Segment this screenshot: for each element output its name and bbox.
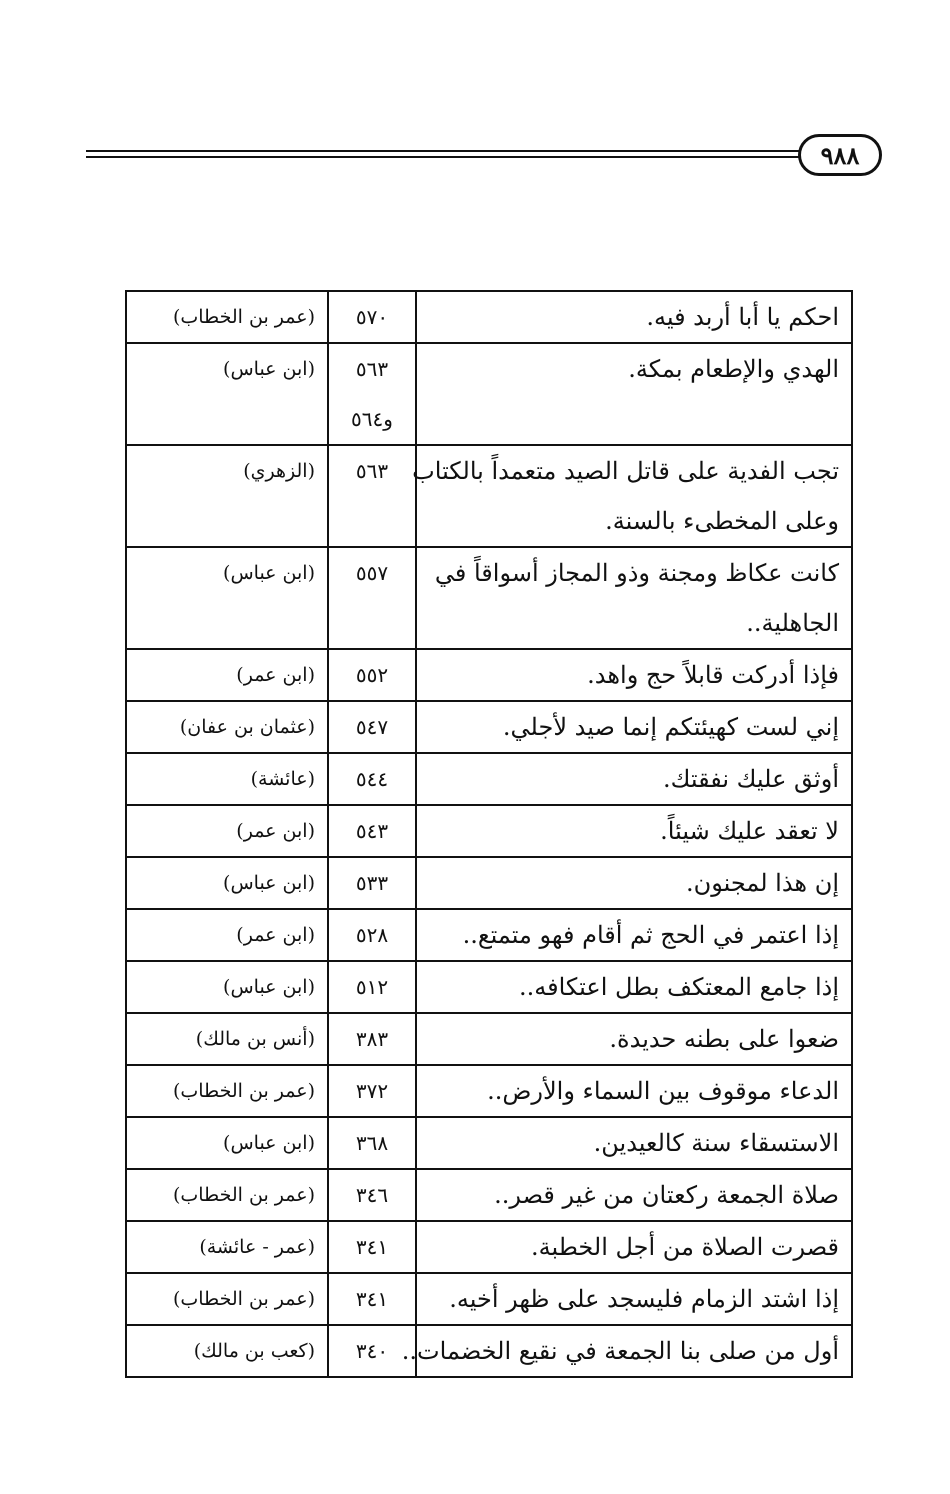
table-row (126, 291, 852, 343)
page-ref: ٥٧٠ (355, 305, 389, 329)
athar-text-line: إذا اعتمر في الحج ثم أقام فهو متمتع.. (462, 921, 839, 949)
narrator-name: (ابن عباس) (223, 358, 315, 380)
narrator-name: (عائشة) (250, 768, 315, 790)
athar-text-line: فإذا أدركت قابلاً حج واهد. (587, 661, 839, 689)
header-rule-line-top (86, 150, 806, 152)
athar-text-line: إذا جامع المعتكف بطل اعتكافه.. (518, 973, 839, 1001)
athar-text-cell (412, 445, 852, 547)
page-ref: ٥٣٣ (355, 871, 389, 895)
narrator-name: (عثمان بن عفان) (179, 716, 315, 738)
narrator-cell (126, 1117, 328, 1169)
page-ref: ٣٤٠ (355, 1339, 389, 1363)
table-row (126, 1325, 852, 1377)
narrator-cell (126, 1169, 328, 1221)
athar-text-cell (416, 1013, 852, 1065)
athar-text-cell (416, 1221, 852, 1273)
narrator-cell (126, 701, 328, 753)
athar-text-cell (401, 1325, 852, 1377)
athar-text-line: صلاة الجمعة ركعتان من غير قصر.. (494, 1181, 839, 1209)
page-ref: ٣٧٢ (355, 1079, 389, 1103)
athar-text-line: الدعاء موقوف بين السماء والأرض.. (487, 1077, 839, 1105)
athar-text-line: ضعوا على بطنه حديدة. (609, 1025, 839, 1053)
athar-text-line: تجب الفدية على قاتل الصيد متعمداً بالكتاب (412, 457, 839, 485)
narrator-cell (126, 961, 328, 1013)
narrator-cell (126, 1273, 328, 1325)
page-ref-cell (328, 291, 416, 343)
page-ref-cell (328, 701, 416, 753)
narrator-name: (ابن عباس) (223, 562, 315, 584)
athar-text-cell (416, 291, 852, 343)
page-ref: ٣٦٨ (355, 1131, 389, 1155)
narrator-name: (عمر - عائشة) (199, 1236, 315, 1258)
athar-text-line: الجاهلية.. (746, 609, 839, 637)
page-ref: ٣٤١ (355, 1287, 389, 1311)
narrator-name: (عمر بن الخطاب) (172, 1184, 315, 1206)
narrator-name: (ابن عباس) (223, 872, 315, 894)
athar-text-cell (416, 857, 852, 909)
page-ref-cell (328, 1065, 416, 1117)
page-ref-cell (328, 1273, 416, 1325)
page-number-badge (798, 134, 882, 176)
narrator-name: (كعب بن مالك) (193, 1340, 315, 1362)
athar-text-line: لا تعقد عليك شيئاً. (660, 817, 839, 845)
page-ref-cell (328, 909, 416, 961)
table-row (126, 343, 852, 445)
athar-text-line: إذا اشتد الزمام فليسجد على ظهر أخيه. (449, 1285, 839, 1313)
athar-text-cell (416, 1065, 852, 1117)
athar-index-rows (126, 291, 852, 1377)
table-row (126, 1013, 852, 1065)
table-row (126, 961, 852, 1013)
page-ref: ٥٤٣ (355, 819, 389, 843)
page-ref-cell (328, 805, 416, 857)
table-row (126, 857, 852, 909)
table-row (126, 1221, 852, 1273)
page-ref-cell (328, 857, 416, 909)
page-ref: ٥٢٨ (355, 923, 389, 947)
athar-text-line: احكم يا أبا أربد فيه. (646, 303, 839, 331)
page-ref: و٥٦٤ (351, 407, 393, 431)
page-ref: ٣٤١ (355, 1235, 389, 1259)
narrator-cell (126, 857, 328, 909)
page-ref-cell (328, 961, 416, 1013)
page-number: ٩٨٨ (820, 140, 860, 170)
athar-text-cell (416, 1117, 852, 1169)
page-ref-cell (328, 1013, 416, 1065)
narrator-cell (126, 445, 328, 547)
table-row (126, 753, 852, 805)
table-row (126, 649, 852, 701)
page-ref-cell (328, 343, 416, 445)
table-row (126, 547, 852, 649)
athar-text-line: وعلى المخطىء بالسنة. (605, 507, 839, 535)
narrator-cell (126, 805, 328, 857)
athar-text-line: كانت عكاظ ومجنة وذو المجاز أسواقاً في (434, 559, 839, 587)
athar-text-cell (416, 805, 852, 857)
page-ref: ٥١٢ (355, 975, 389, 999)
athar-text-cell (416, 547, 852, 649)
narrator-name: (عمر بن الخطاب) (172, 306, 315, 328)
page-ref: ٥٦٣ (355, 357, 389, 381)
header-rule (86, 150, 806, 159)
athar-text-line: الاستسقاء سنة كالعيدين. (593, 1129, 839, 1157)
page-ref: ٥٥٧ (355, 561, 389, 585)
athar-text-cell (416, 649, 852, 701)
page-ref: ٥٥٢ (355, 663, 389, 687)
athar-index-table (125, 290, 853, 1378)
narrator-cell (126, 291, 328, 343)
page-ref-cell (328, 445, 416, 547)
narrator-cell (126, 1325, 328, 1377)
header-rule-line-bottom (86, 156, 806, 158)
table-row (126, 701, 852, 753)
athar-text-line: قصرت الصلاة من أجل الخطبة. (530, 1233, 839, 1261)
athar-text-cell (416, 753, 852, 805)
narrator-name: (ابن عمر) (236, 664, 315, 686)
athar-text-cell (416, 701, 852, 753)
athar-text-line: الهدي والإطعام بمكة. (628, 355, 839, 383)
athar-text-cell (416, 1169, 852, 1221)
narrator-cell (126, 909, 328, 961)
page-ref-cell (328, 1221, 416, 1273)
page-ref: ٥٤٤ (355, 767, 389, 791)
athar-text-line: إني لست كهيئتكم إنما صيد لأجلي. (502, 713, 839, 741)
narrator-name: (الزهري) (243, 460, 315, 482)
table-row (126, 909, 852, 961)
narrator-name: (عمر بن الخطاب) (172, 1080, 315, 1102)
athar-text-line: إن هذا لمجنون. (685, 869, 839, 897)
narrator-name: (ابن عمر) (236, 820, 315, 842)
page-ref-cell (328, 649, 416, 701)
page-ref-cell (328, 1169, 416, 1221)
table-row (126, 1169, 852, 1221)
narrator-cell (126, 649, 328, 701)
athar-text-line: أول من صلى بنا الجمعة في نقيع الخضمات.. (401, 1337, 839, 1365)
narrator-name: (ابن عباس) (223, 1132, 315, 1154)
narrator-cell (126, 343, 328, 445)
narrator-name: (ابن عمر) (236, 924, 315, 946)
page-ref: ٥٦٣ (355, 459, 389, 483)
page-ref-cell (328, 753, 416, 805)
table-row (126, 1117, 852, 1169)
athar-text-cell (416, 909, 852, 961)
narrator-cell (126, 1065, 328, 1117)
athar-text-cell (416, 1273, 852, 1325)
narrator-cell (126, 753, 328, 805)
athar-text-cell (416, 961, 852, 1013)
table-row (126, 1065, 852, 1117)
page-ref-cell (328, 547, 416, 649)
athar-text-cell (416, 343, 852, 445)
page-ref: ٣٤٦ (355, 1183, 389, 1207)
page-ref: ٣٨٣ (355, 1027, 389, 1051)
table-row (126, 445, 852, 547)
athar-text-line: أوثق عليك نفقتك. (662, 765, 839, 793)
narrator-name: (أنس بن مالك) (195, 1028, 315, 1050)
table-row (126, 805, 852, 857)
narrator-name: (عمر بن الخطاب) (172, 1288, 315, 1310)
narrator-name: (ابن عباس) (223, 976, 315, 998)
table-row (126, 1273, 852, 1325)
page-ref: ٥٤٧ (355, 715, 389, 739)
narrator-cell (126, 1221, 328, 1273)
narrator-cell (126, 1013, 328, 1065)
narrator-cell (126, 547, 328, 649)
page-ref-cell (328, 1117, 416, 1169)
